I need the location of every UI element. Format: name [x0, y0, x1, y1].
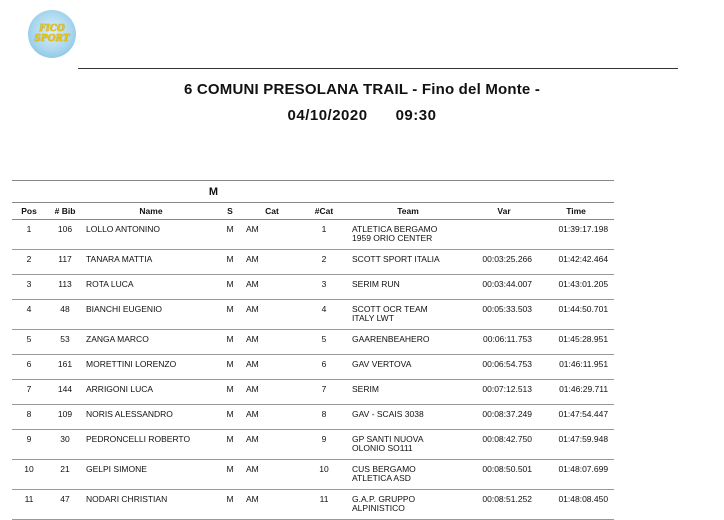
- cell-team: [346, 275, 470, 300]
- cell-bib: 47: [46, 490, 84, 520]
- cell-var: 00:07:12.513: [470, 380, 538, 405]
- event-datetime: [0, 107, 724, 124]
- cell-team: [346, 430, 470, 460]
- cell-name: NODARI CHRISTIAN: [84, 490, 218, 520]
- cell-catpos: 7: [302, 380, 346, 405]
- cell-team: [346, 355, 470, 380]
- cell-catpos: 6: [302, 355, 346, 380]
- cell-catpos: 11: [302, 490, 346, 520]
- cell-name: ROTA LUCA: [84, 275, 218, 300]
- col-header-name: Name: [84, 203, 218, 220]
- cell-time: 01:48:07.699: [538, 460, 614, 490]
- cell-bib: 109: [46, 405, 84, 430]
- cell-cat: AM: [242, 380, 302, 405]
- cell-catpos: 2: [302, 250, 346, 275]
- cell-cat: AM: [242, 300, 302, 330]
- cell-catpos: 1: [302, 220, 346, 250]
- team-line-1: SCOTT SPORT ITALIA: [352, 254, 440, 264]
- cell-team: [346, 250, 470, 275]
- team-line-1: GAV - SCAIS 3038: [352, 409, 424, 419]
- cell-name: BIANCHI EUGENIO: [84, 300, 218, 330]
- cell-cat: AM: [242, 330, 302, 355]
- cell-catpos: 8: [302, 405, 346, 430]
- cell-cat: AM: [242, 460, 302, 490]
- cell-pos: 2: [12, 250, 46, 275]
- cell-var: [470, 220, 538, 250]
- col-header-time: Time: [538, 203, 614, 220]
- cell-var: 00:08:51.252: [470, 490, 538, 520]
- cell-bib: 21: [46, 460, 84, 490]
- table-row: [12, 355, 614, 380]
- cell-name: GELPI SIMONE: [84, 460, 218, 490]
- event-title-main: 6 COMUNI PRESOLANA TRAIL: [183, 81, 408, 98]
- team-line-2: ATLETICA ASD: [352, 473, 411, 483]
- cell-cat: AM: [242, 220, 302, 250]
- cell-time: 01:47:54.447: [538, 405, 614, 430]
- event-title: [0, 81, 724, 98]
- team-line-1: SERIM RUN: [352, 279, 400, 289]
- cell-bib: 30: [46, 430, 84, 460]
- table-row: [12, 300, 614, 330]
- table-row: [12, 330, 614, 355]
- cell-bib: 144: [46, 380, 84, 405]
- cell-cat: AM: [242, 490, 302, 520]
- cell-sex: M: [218, 460, 242, 490]
- col-header-catpos: #Cat: [302, 203, 346, 220]
- col-header-cat: Cat: [242, 203, 302, 220]
- header-divider: [78, 68, 678, 69]
- cell-catpos: 3: [302, 275, 346, 300]
- cell-bib: 161: [46, 355, 84, 380]
- cell-pos: 10: [12, 460, 46, 490]
- cell-team: [346, 330, 470, 355]
- event-title-sep: -: [407, 81, 422, 98]
- cell-var: 00:05:33.503: [470, 300, 538, 330]
- cell-time: 01:46:29.711: [538, 380, 614, 405]
- team-line-2: OLONIO SO111: [352, 443, 413, 453]
- event-time: 09:30: [395, 107, 437, 124]
- cell-cat: AM: [242, 355, 302, 380]
- cell-time: 01:46:11.951: [538, 355, 614, 380]
- team-line-1: SERIM: [352, 384, 379, 394]
- cell-var: 00:06:54.753: [470, 355, 538, 380]
- cell-team: [346, 300, 470, 330]
- cell-team: [346, 380, 470, 405]
- cell-sex: M: [218, 490, 242, 520]
- table-row: [12, 220, 614, 250]
- cell-sex: M: [218, 330, 242, 355]
- cell-pos: 6: [12, 355, 46, 380]
- cell-catpos: 10: [302, 460, 346, 490]
- cell-pos: 3: [12, 275, 46, 300]
- cell-time: 01:47:59.948: [538, 430, 614, 460]
- cell-sex: M: [218, 430, 242, 460]
- cell-var: 00:03:25.266: [470, 250, 538, 275]
- column-header-row: [12, 203, 614, 220]
- col-header-bib: # Bib: [46, 203, 84, 220]
- results-table: [12, 180, 614, 520]
- cell-pos: 9: [12, 430, 46, 460]
- cell-name: ZANGA MARCO: [84, 330, 218, 355]
- cell-pos: 7: [12, 380, 46, 405]
- cell-pos: 1: [12, 220, 46, 250]
- cell-pos: 5: [12, 330, 46, 355]
- table-row: [12, 460, 614, 490]
- cell-var: 00:03:44.007: [470, 275, 538, 300]
- table-row: [12, 430, 614, 460]
- cell-name: LOLLO ANTONINO: [84, 220, 218, 250]
- table-row: [12, 380, 614, 405]
- cell-sex: M: [218, 355, 242, 380]
- logo-text-line1: FICO: [39, 24, 65, 34]
- cell-sex: M: [218, 380, 242, 405]
- category-label: M: [12, 181, 218, 203]
- event-date: 04/10/2020: [287, 107, 368, 124]
- team-line-1: CUS BERGAMO: [352, 464, 416, 474]
- cell-var: 00:06:11.753: [470, 330, 538, 355]
- cell-name: ARRIGONI LUCA: [84, 380, 218, 405]
- table-row: [12, 405, 614, 430]
- team-line-1: GAV VERTOVA: [352, 359, 412, 369]
- table-row: [12, 250, 614, 275]
- cell-team: [346, 220, 470, 250]
- cell-name: TANARA MATTIA: [84, 250, 218, 275]
- cell-catpos: 9: [302, 430, 346, 460]
- cell-var: 00:08:50.501: [470, 460, 538, 490]
- team-line-2: 1959 ORIO CENTER: [352, 233, 433, 243]
- cell-bib: 106: [46, 220, 84, 250]
- cell-pos: 4: [12, 300, 46, 330]
- cell-time: 01:42:42.464: [538, 250, 614, 275]
- cell-name: MORETTINI LORENZO: [84, 355, 218, 380]
- cell-cat: AM: [242, 430, 302, 460]
- results-body: [12, 220, 614, 520]
- cell-time: 01:39:17.198: [538, 220, 614, 250]
- cell-name: NORIS ALESSANDRO: [84, 405, 218, 430]
- team-line-1: GP SANTI NUOVA: [352, 434, 424, 444]
- cell-bib: 48: [46, 300, 84, 330]
- team-line-1: GAARENBEAHERO: [352, 334, 430, 344]
- event-title-place: Fino del Monte -: [421, 81, 541, 98]
- cell-cat: AM: [242, 275, 302, 300]
- col-header-pos: Pos: [12, 203, 46, 220]
- cell-time: 01:44:50.701: [538, 300, 614, 330]
- fico-sport-logo: [28, 10, 76, 58]
- cell-bib: 117: [46, 250, 84, 275]
- cell-bib: 113: [46, 275, 84, 300]
- category-header-filler: [218, 181, 614, 203]
- cell-pos: 8: [12, 405, 46, 430]
- col-header-var: Var: [470, 203, 538, 220]
- cell-team: [346, 460, 470, 490]
- cell-sex: M: [218, 300, 242, 330]
- cell-team: [346, 490, 470, 520]
- cell-team: [346, 405, 470, 430]
- cell-var: 00:08:42.750: [470, 430, 538, 460]
- cell-pos: 11: [12, 490, 46, 520]
- cell-cat: AM: [242, 405, 302, 430]
- cell-sex: M: [218, 250, 242, 275]
- col-header-team: Team: [346, 203, 470, 220]
- col-header-sex: S: [218, 203, 242, 220]
- cell-var: 00:08:37.249: [470, 405, 538, 430]
- cell-cat: AM: [242, 250, 302, 275]
- team-line-1: SCOTT OCR TEAM: [352, 304, 428, 314]
- cell-catpos: 4: [302, 300, 346, 330]
- cell-time: 01:45:28.951: [538, 330, 614, 355]
- cell-catpos: 5: [302, 330, 346, 355]
- cell-time: 01:43:01.205: [538, 275, 614, 300]
- cell-bib: 53: [46, 330, 84, 355]
- cell-sex: M: [218, 220, 242, 250]
- team-line-2: ITALY LWT: [352, 313, 394, 323]
- team-line-1: ATLETICA BERGAMO: [352, 224, 438, 234]
- table-row: [12, 490, 614, 520]
- cell-sex: M: [218, 275, 242, 300]
- table-row: [12, 275, 614, 300]
- cell-name: PEDRONCELLI ROBERTO: [84, 430, 218, 460]
- team-line-1: G.A.P. GRUPPO: [352, 494, 416, 504]
- team-line-2: ALPINISTICO: [352, 503, 405, 513]
- cell-sex: M: [218, 405, 242, 430]
- category-header-row: [12, 181, 614, 203]
- cell-time: 01:48:08.450: [538, 490, 614, 520]
- logo-text-line2: SPORT: [34, 34, 70, 44]
